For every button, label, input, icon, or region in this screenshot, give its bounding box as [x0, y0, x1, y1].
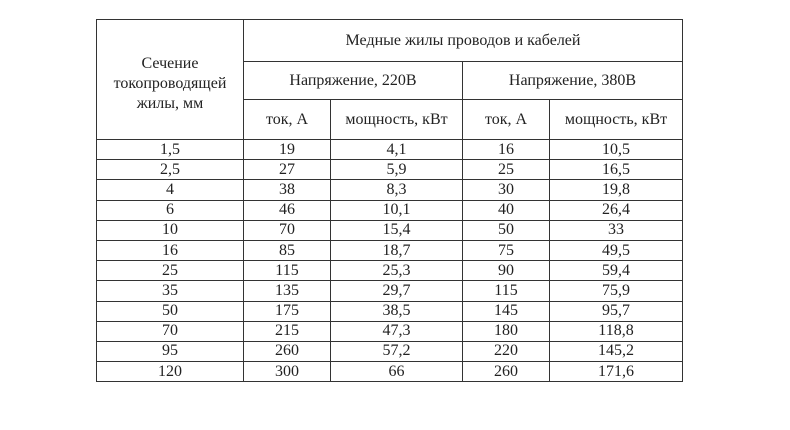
power-220-header: мощность, кВт [331, 100, 463, 140]
cell-current-220: 19 [244, 140, 331, 160]
cell-power-220: 18,7 [331, 240, 463, 260]
table-row [97, 180, 683, 200]
cell-section: 4 [97, 180, 244, 200]
cell-power-380: 10,5 [550, 140, 683, 160]
table-row [97, 321, 683, 341]
cell-section: 50 [97, 301, 244, 321]
cell-section: 25 [97, 261, 244, 281]
current-220-header: ток, А [244, 100, 331, 140]
cell-current-380: 30 [463, 180, 550, 200]
group-title-header: Медные жилы проводов и кабелей [244, 20, 683, 62]
cell-section: 10 [97, 220, 244, 240]
cell-power-380: 49,5 [550, 240, 683, 260]
cell-section: 35 [97, 281, 244, 301]
table-row [97, 240, 683, 260]
voltage-380-header: Напряжение, 380В [463, 62, 683, 100]
cell-power-220: 38,5 [331, 301, 463, 321]
current-380-header: ток, А [463, 100, 550, 140]
cell-power-220: 5,9 [331, 160, 463, 180]
table-row [97, 281, 683, 301]
cell-power-380: 26,4 [550, 200, 683, 220]
cell-power-380: 95,7 [550, 301, 683, 321]
table-body [97, 140, 683, 382]
cell-power-220: 10,1 [331, 200, 463, 220]
cell-power-220: 47,3 [331, 321, 463, 341]
cell-power-220: 29,7 [331, 281, 463, 301]
table-row [97, 362, 683, 382]
cell-power-380: 16,5 [550, 160, 683, 180]
cell-power-380: 75,9 [550, 281, 683, 301]
table-row [97, 220, 683, 240]
cell-current-380: 16 [463, 140, 550, 160]
cell-power-380: 171,6 [550, 362, 683, 382]
cell-current-380: 50 [463, 220, 550, 240]
cell-current-380: 90 [463, 261, 550, 281]
cell-power-220: 15,4 [331, 220, 463, 240]
cell-current-220: 300 [244, 362, 331, 382]
cell-section: 70 [97, 321, 244, 341]
cell-power-380: 118,8 [550, 321, 683, 341]
copper-wire-table-container [96, 19, 683, 382]
table-row [97, 301, 683, 321]
cell-current-220: 260 [244, 341, 331, 361]
table-row [97, 261, 683, 281]
cell-current-220: 135 [244, 281, 331, 301]
cell-section: 1,5 [97, 140, 244, 160]
cell-power-220: 25,3 [331, 261, 463, 281]
cell-power-380: 19,8 [550, 180, 683, 200]
table-header [97, 20, 683, 140]
cell-section: 95 [97, 341, 244, 361]
table-row [97, 140, 683, 160]
cell-power-220: 57,2 [331, 341, 463, 361]
cell-current-380: 260 [463, 362, 550, 382]
cell-current-380: 75 [463, 240, 550, 260]
cell-section: 120 [97, 362, 244, 382]
cell-section: 6 [97, 200, 244, 220]
cell-current-220: 85 [244, 240, 331, 260]
cell-current-220: 27 [244, 160, 331, 180]
cell-power-220: 66 [331, 362, 463, 382]
cell-current-380: 25 [463, 160, 550, 180]
cell-power-380: 33 [550, 220, 683, 240]
cell-power-220: 8,3 [331, 180, 463, 200]
cell-current-220: 215 [244, 321, 331, 341]
cell-power-220: 4,1 [331, 140, 463, 160]
table-row [97, 341, 683, 361]
cell-current-380: 220 [463, 341, 550, 361]
power-380-header: мощность, кВт [550, 100, 683, 140]
section-header: Сечение токопроводящей жилы, мм [97, 20, 244, 140]
cell-section: 16 [97, 240, 244, 260]
cell-current-220: 46 [244, 200, 331, 220]
cell-current-380: 115 [463, 281, 550, 301]
table-row [97, 160, 683, 180]
cell-power-380: 145,2 [550, 341, 683, 361]
voltage-220-header: Напряжение, 220В [244, 62, 463, 100]
cell-current-380: 145 [463, 301, 550, 321]
table-row [97, 200, 683, 220]
cell-current-380: 180 [463, 321, 550, 341]
copper-wire-table [96, 19, 683, 382]
cell-current-220: 38 [244, 180, 331, 200]
cell-power-380: 59,4 [550, 261, 683, 281]
cell-current-380: 40 [463, 200, 550, 220]
cell-current-220: 115 [244, 261, 331, 281]
cell-section: 2,5 [97, 160, 244, 180]
cell-current-220: 175 [244, 301, 331, 321]
cell-current-220: 70 [244, 220, 331, 240]
